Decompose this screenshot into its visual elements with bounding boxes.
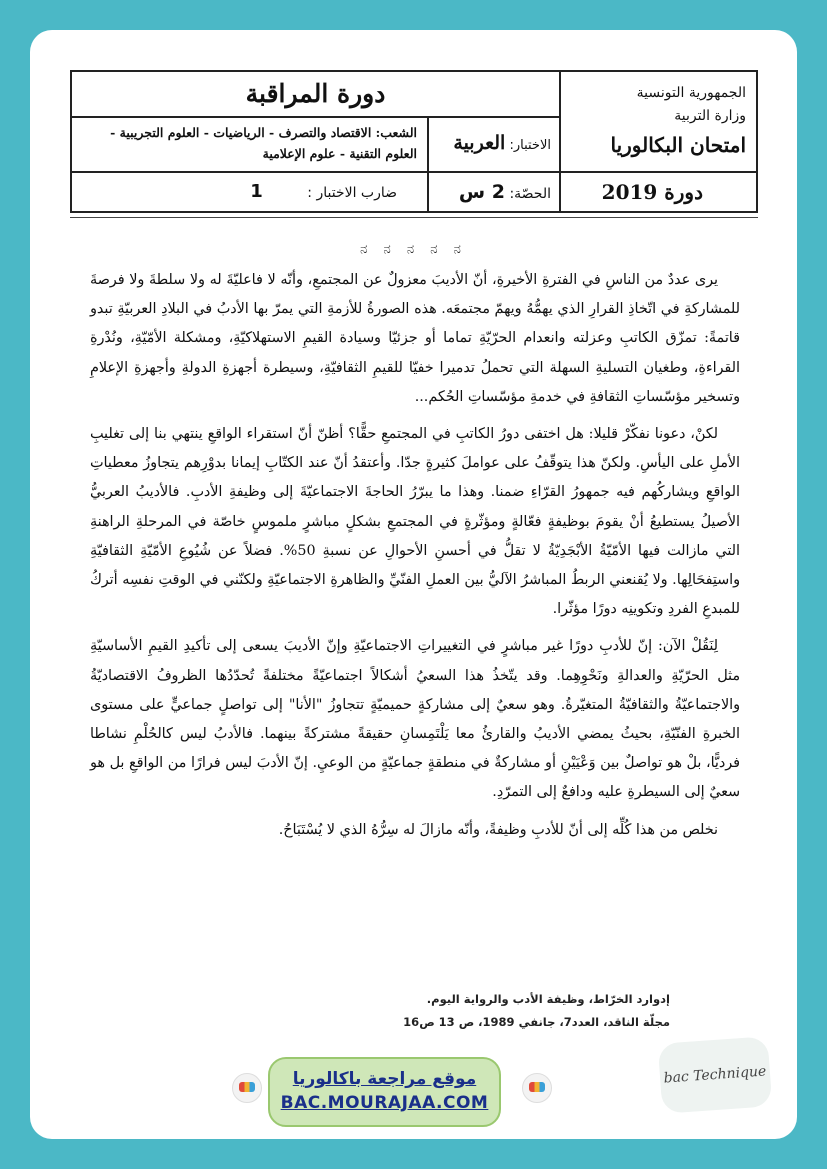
exam-page [30,30,797,1139]
source-author: إدوارد الخرّاط، وظيفة الأدب والرواية اليوم. [426,992,670,1006]
duration-value: 2 س [458,181,505,203]
header-separator [70,217,758,218]
exam-year: دورة 2019 [601,180,703,204]
ornament-divider: ನ ನ ನ ನ ನ [360,242,467,257]
exam-text [90,266,740,853]
paragraph: لِنَقُلْ الآن: إنّ للأدبِ دورًا غير مباشرٍ في التغييراتِ الاجتماعيّةِ وإنّ الأديبَ يسعى إلى تأكيدِ القيمِ الأساسيّةِ مثل الحرّيّةِ والعدالةِ ونَحْوِهِما. وقد يتّخذُ هذا السعيُ أشكالاً اجتماعيّةً مختلفةً تُحدّدُها الظروفُ الاقتصاديّةُ والاجتماعيّةُ والثقافيّةُ المتغيّرةُ. وهو سعيٌ إلى مشاركةٍ حميميّةٍ تتجاوزُ "الأنا" إلى تواصلٍ جماعيٍّ على مستوى الخبرةِ الفنّيّةِ، بحيثُ يمضي الأديبُ والقارئُ معا يَلْتَمِسانِ حقيقةً مشتركةً بينهما. فالأدبُ ليس كالحُلْمِ نشاطا فرديًّا، بلْ هو تواصلٌ بين وَعْيَيْنِ أو مشاركةٌ في منطقةٍ جماعيّةٍ من الوعيِ. إنّ الأدبَ ليس فرارًا من الواقعِ بل هو سعيٌ إلى السيطرةِ عليه ودافعٌ إلى التمرّدِ. [90,638,740,801]
exam-header-table [70,70,758,213]
source-journal: مجلّة الناقد، العدد7، جانفي 1989، ص 13 ص16 [403,1015,670,1029]
duration-cell [427,171,559,213]
ministry-name: وزارة التربية [674,108,746,124]
exam-name: امتحان البكالوريا [610,133,746,157]
coefficient-cell [72,171,427,213]
conclusion: نخلص من هذا كُلِّه إلى أنّ للأدبِ وظيفةً، وأنّه مازالَ له سِرُّهُ الذي لا يُسْتَبَاحُ. [278,821,718,838]
coefficient-value: 1 [250,181,263,202]
site-logo-icon [232,1073,262,1103]
header-divider [72,116,559,118]
republic-cell [559,72,758,171]
paragraph: يرى عددٌ من الناسِ في الفترةِ الأخيرةِ، أنّ الأديبَ معزولٌ عن المجتمعِ، وأنّه لا فاعليّةَ له ولا سلطةَ ولا فرصةَ للمشاركةِ في اتّخاذِ القرارِ الذي يهمُّهُ ويهمّ مجتمعَه. هذه الصورةُ للأزمةِ التي يمرّ بها الأدبُ في البلادِ العربيّةِ تبدو قاتمةً: تمزّق الكاتبِ وعزلته وانعدام الحرّيّةِ تماما أو جزئيّا وسيادة القيمِ الاستهلاكيّةِ، ومشكلة الأمّيّةِ، ونُدْرةِ القراءةِ، وطغيان التسليةِ السهلة التي تحملُ تدميرا خفيّا للقيمِ الثقافيّةِ، وسيطرة أجهزةِ الدولةِ وأجهزةِ الإعلامِ وتسخير مؤسّساتِ الثقافةِ في خدمةِ مؤسّساتِ الحُكم... [90,272,740,405]
site-logo-icon [522,1073,552,1103]
subject-cell [427,116,559,171]
coefficient-label: ضارب الاختبار : [307,185,397,201]
header-divider [427,116,429,211]
paragraph: لكنْ، دعونا نفكّرْ قليلا: هل اختفى دورُ الكاتبِ في المجتمعِ حقًّا؟ أظنّ أنّ استقراء الواقعِ ينتهي بنا إلى تغليبِ الأملِ على اليأسِ. ولكنّ هذا يتوقّفُ على عواملَ كثيرةٍ جدّا. وأعتقدُ أنّ عند الكتّابِ إيمانا بدوْرِهم يتجاوزُ معطياتِ الواقعِ ويشاركُهم فيه جمهورُ القرّاءِ ضمنا. وهذا ما يبرّرُ الحاجةَ الاجتماعيّةَ إلى وظيفةِ الأدبِ. فالأديبُ العربيُّ الأصيلُ يستطيعُ أنْ يقومَ بوظيفةٍ فعّالةٍ ومؤثّرةٍ في المجتمعِ بشكلٍ مباشرٍ ملموسٍ خاصّة في المرحلةِ الراهنةِ التي مازالت فيها الأمّيّةُ الأبْجَدِيّةُ لا تقلُّ في أحسنِ الأحوالِ عن نسبةِ 50%. فضلاً عن شُيُوعِ الأمّيّةِ الثقافيّةِ واستِفحَالِها. ولا يُقنعني الربطُ المباشرُ الآليُّ بين العملِ الفنّيِّ والظاهرةِ الاجتماعيّةِ ولكنّني في الوقتِ نفسِه أتركُ للمبدعِ الفردِ وتكوينِه دورًا مؤثّرا. [90,426,740,618]
header-divider [559,72,561,211]
source-citation [150,988,670,1034]
site-name-arabic[interactable]: موقع مراجعة باكالوريا [292,1069,477,1089]
republic-name: الجمهورية التونسية [636,85,746,101]
subject-label: الاختبار: [509,138,551,153]
session-title: دورة المراقبة [245,79,386,108]
subject-value: العربية [453,132,506,154]
site-url[interactable]: BAC.MOURAJAA.COM [280,1093,489,1113]
duration-label: الحصّة: [509,186,551,202]
sections-list: الشعب: الاقتصاد والتصرف - الرياضيات - العلوم التجريبية - العلوم التقنية - علوم الإعلامية [110,125,417,161]
bac-technique-badge: bac Technique [658,1036,773,1114]
site-banner[interactable] [268,1057,501,1127]
header-divider [72,171,758,173]
